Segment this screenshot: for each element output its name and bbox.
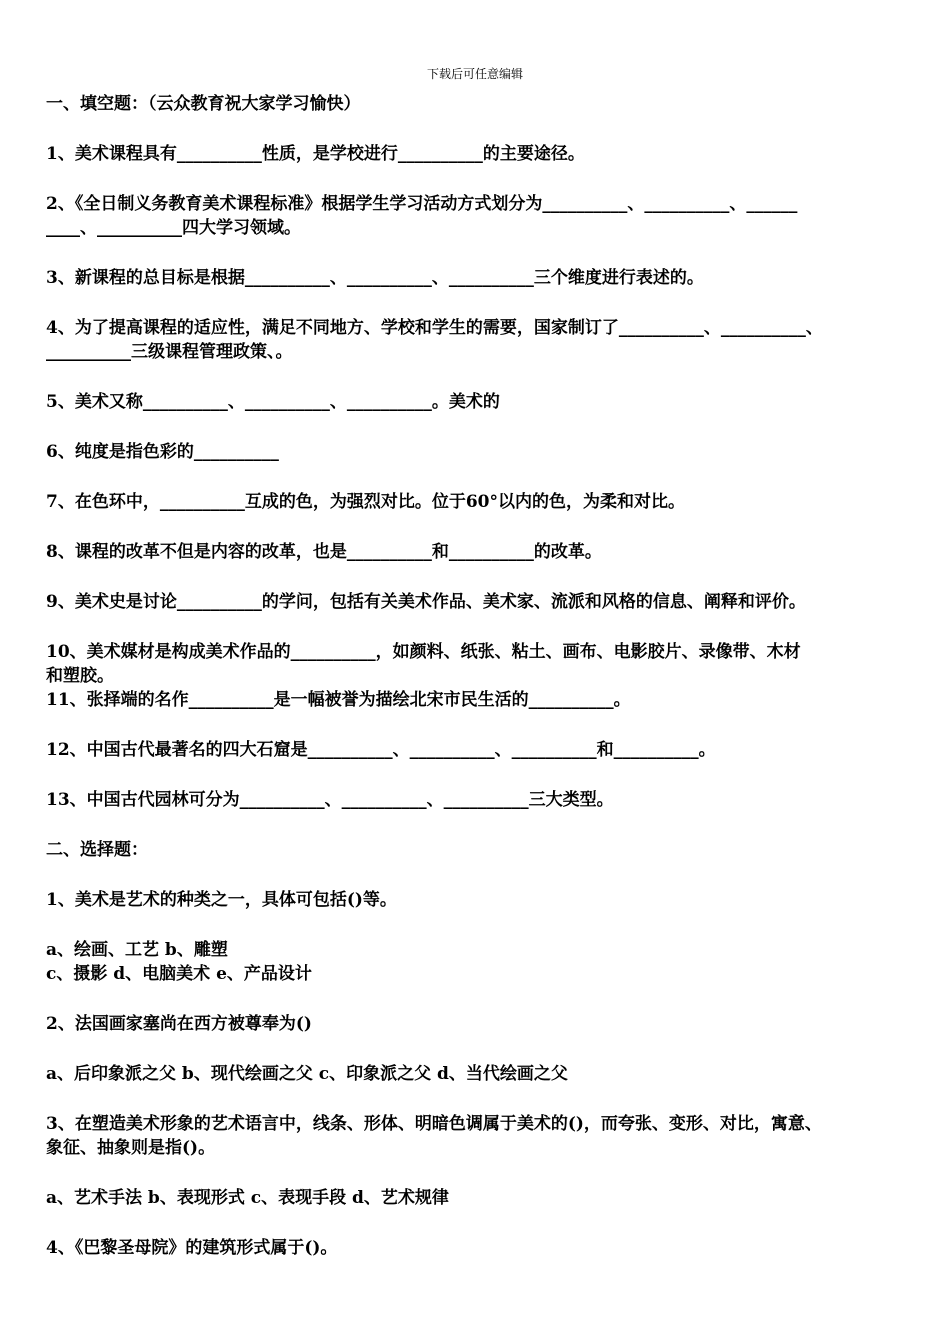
question-line: 12、中国古代最著名的四大石窟是__________、__________、__________和__________。	[46, 740, 716, 760]
question-line: 1、美术是艺术的种类之一，具体可包括()等。	[46, 890, 397, 910]
answer-options: a、艺术手法 b、表现形式 c、表现手段 d、艺术规律	[46, 1188, 449, 1208]
question-line: 象征、抽象则是指()。	[46, 1138, 216, 1158]
section-title-choice: 二、选择题：	[46, 840, 148, 860]
question-line: 11、张择端的名作__________是一幅被誉为描绘北宋市民生活的__________。	[46, 690, 631, 710]
question-line: 3、在塑造美术形象的艺术语言中，线条、形体、明暗色调属于美术的()，而夸张、变形、对比，寓意、	[46, 1114, 822, 1134]
question-line: 8、课程的改革不但是内容的改革，也是__________和__________的改革。	[46, 542, 602, 562]
answer-options: c、摄影 d、电脑美术 e、产品设计	[46, 964, 312, 984]
answer-options: a、绘画、工艺 b、雕塑	[46, 940, 228, 960]
question-line: __________三级课程管理政策、。	[46, 342, 293, 362]
question-line: 6、纯度是指色彩的__________	[46, 442, 279, 462]
question-line: 4、《巴黎圣母院》的建筑形式属于()。	[46, 1238, 338, 1258]
section-title-fill-blank: 一、填空题：（云众教育祝大家学习愉快）	[46, 94, 361, 114]
question-line: 7、在色环中，__________互成的色，为强烈对比。位于60°以内的色，为柔和对比。	[46, 492, 685, 512]
question-line: 2、法国画家塞尚在西方被尊奉为()	[46, 1014, 312, 1034]
answer-options: a、后印象派之父 b、现代绘画之父 c、印象派之父 d、当代绘画之父	[46, 1064, 568, 1084]
question-line: 5、美术又称__________、__________、__________。美术的	[46, 392, 500, 412]
question-line: 3、新课程的总目标是根据__________、__________、__________三个维度进行表述的。	[46, 268, 704, 288]
question-line: 2、《全日制义务教育美术课程标准》根据学生学习活动方式划分为__________、__________、______	[46, 194, 798, 214]
page-header: 下载后可任意编辑	[426, 67, 523, 81]
question-line: 1、美术课程具有__________性质，是学校进行__________的主要途径。	[46, 144, 585, 164]
question-line: 和塑胶。	[46, 666, 114, 686]
question-line: 9、美术史是讨论__________的学问，包括有关美术作品、美术家、流派和风格的信息、阐释和评价。	[46, 592, 806, 612]
question-line: 13、中国古代园林可分为__________、__________、__________三大类型。	[46, 790, 614, 810]
question-line: 4、为了提高课程的适应性，满足不同地方、学校和学生的需要，国家制订了__________、__________、	[46, 318, 823, 338]
question-line: ____、__________四大学习领域。	[46, 218, 301, 238]
question-line: 10、美术媒材是构成美术作品的__________，如颜料、纸张、粘土、画布、电影胶片、录像带、木材	[46, 642, 801, 662]
